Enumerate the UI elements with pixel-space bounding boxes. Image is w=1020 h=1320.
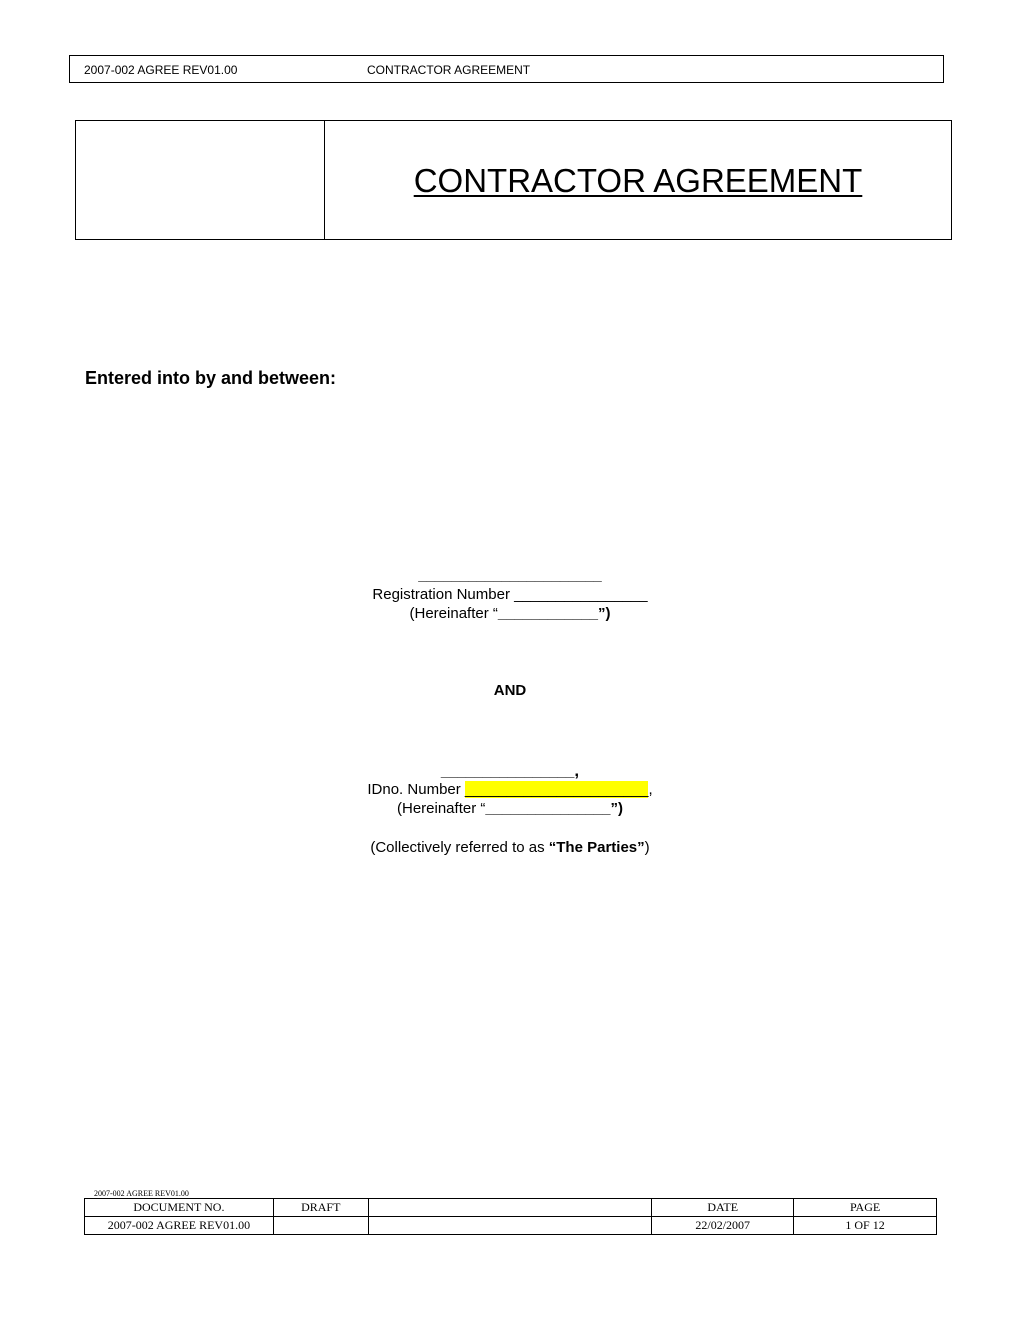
- footer-header-page: PAGE: [794, 1199, 937, 1217]
- footer-value-page: 1 OF 12: [794, 1217, 937, 1235]
- footer-header-blank: [368, 1199, 652, 1217]
- party2-name-blank: ________________: [440, 763, 575, 780]
- party2-idno: IDno. Number ______________________,: [367, 781, 653, 798]
- footer-header-date: DATE: [652, 1199, 794, 1217]
- footer-value-docno: 2007-002 AGREE REV01.00: [85, 1217, 274, 1235]
- party2-name-line: ________________,: [440, 761, 580, 780]
- footer-value-draft: [273, 1217, 368, 1235]
- party2-idno-blank-highlighted: ______________________: [464, 781, 649, 798]
- party1-hereinafter: (Hereinafter “____________”): [409, 605, 611, 622]
- parties-term: “The Parties”: [548, 839, 645, 856]
- intro-heading: Entered into by and between:: [85, 368, 337, 388]
- running-header: [69, 55, 944, 83]
- party2-hereinafter: (Hereinafter “_______________”): [397, 800, 623, 817]
- footer-header-row: [85, 1199, 937, 1217]
- party1-name-line: [0, 566, 1020, 585]
- and-label: AND: [493, 682, 527, 699]
- title-block: [75, 120, 952, 240]
- footer-header-draft: DRAFT: [273, 1199, 368, 1217]
- collective-line: (Collectively referred to as “The Parties”): [370, 839, 650, 856]
- party1-name-blank: ______________________: [418, 567, 602, 584]
- footer-value-date: 22/02/2007: [652, 1217, 794, 1235]
- logo-cell: [76, 121, 325, 239]
- header-doc-type: CONTRACTOR AGREEMENT: [367, 63, 531, 77]
- party1-registration: Registration Number ________________: [372, 586, 648, 603]
- footer-header-docno: DOCUMENT NO.: [85, 1199, 274, 1217]
- footer-value-blank: [368, 1217, 652, 1235]
- footer-small-ref: 2007-002 AGREE REV01.00: [94, 1189, 189, 1198]
- header-doc-ref: 2007-002 AGREE REV01.00: [84, 63, 238, 77]
- footer-value-row: [85, 1217, 937, 1235]
- document-title: CONTRACTOR AGREEMENT: [413, 162, 863, 199]
- party1-hereinafter-blank: ____________: [497, 605, 598, 622]
- footer-table: [84, 1198, 937, 1235]
- party2-hereinafter-blank: _______________: [485, 800, 611, 817]
